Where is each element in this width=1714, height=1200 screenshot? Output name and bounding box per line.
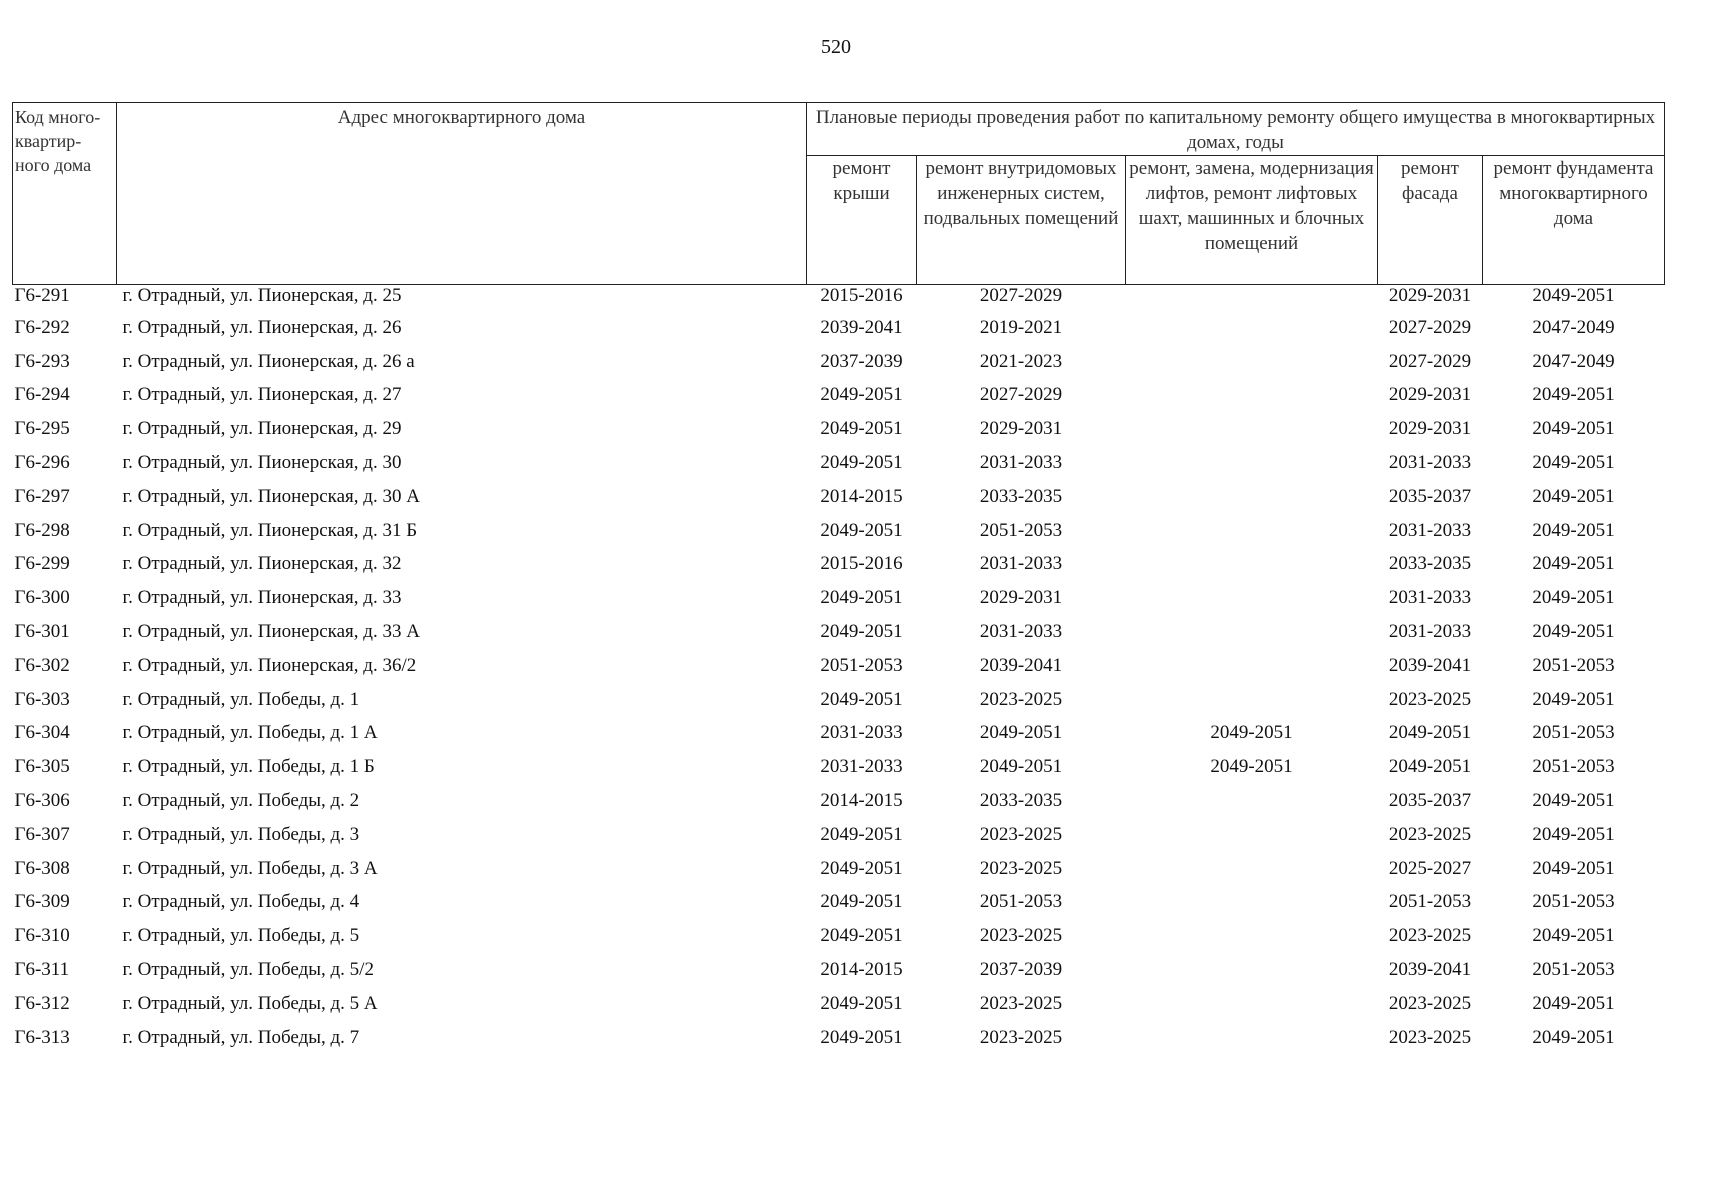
table-row <box>13 919 1665 953</box>
cell-elevators <box>1126 852 1378 886</box>
cell-roof: 2039-2041 <box>820 316 903 338</box>
cell-roof: 2049-2051 <box>820 823 903 845</box>
cell-code: Г6-300 <box>14 587 70 609</box>
table-row <box>13 784 1665 818</box>
table-row <box>13 615 1665 649</box>
cell-engineering: 2033-2035 <box>979 485 1063 507</box>
cell-engineering: 2031-2033 <box>979 621 1063 643</box>
table-header <box>13 103 1665 285</box>
cell-address: г. Отрадный, ул. Победы, д. 1 <box>122 688 360 710</box>
cell-code: Г6-301 <box>14 621 70 643</box>
cell-elevators <box>1126 649 1378 683</box>
cell-roof: 2031-2033 <box>820 756 903 778</box>
cell-roof: 2049-2051 <box>820 925 903 947</box>
cell-facade: 2031-2033 <box>1388 621 1472 643</box>
cell-engineering: 2029-2031 <box>979 587 1063 609</box>
cell-code: Г6-302 <box>14 654 70 676</box>
cell-facade: 2031-2033 <box>1388 587 1472 609</box>
table-row <box>13 818 1665 852</box>
table-row <box>13 953 1665 987</box>
cell-address: г. Отрадный, ул. Победы, д. 1 А <box>122 722 378 744</box>
cell-engineering: 2023-2025 <box>979 688 1063 710</box>
cell-foundation: 2049-2051 <box>1532 823 1615 845</box>
cell-foundation: 2049-2051 <box>1532 452 1615 474</box>
cell-elevators <box>1126 514 1378 548</box>
cell-roof: 2015-2016 <box>820 553 903 575</box>
table-row <box>13 446 1665 480</box>
cell-roof: 2049-2051 <box>820 891 903 913</box>
cell-roof: 2051-2053 <box>820 654 903 676</box>
table-row <box>13 285 1665 312</box>
cell-roof: 2031-2033 <box>820 722 903 744</box>
table-row <box>13 480 1665 514</box>
cell-code: Г6-307 <box>14 823 70 845</box>
table-row <box>13 852 1665 886</box>
cell-engineering: 2039-2041 <box>979 654 1063 676</box>
cell-elevators <box>1126 446 1378 480</box>
cell-code: Г6-292 <box>14 316 70 338</box>
cell-foundation: 2049-2051 <box>1532 992 1615 1014</box>
cell-code: Г6-295 <box>14 418 70 440</box>
cell-elevators <box>1126 548 1378 582</box>
cell-foundation: 2049-2051 <box>1532 1026 1615 1048</box>
cell-facade: 2029-2031 <box>1388 418 1472 440</box>
cell-code: Г6-298 <box>14 519 70 541</box>
cell-address: г. Отрадный, ул. Победы, д. 7 <box>122 1026 360 1048</box>
cell-foundation: 2051-2053 <box>1532 959 1615 981</box>
cell-elevators <box>1126 379 1378 413</box>
cell-engineering: 2031-2033 <box>979 452 1063 474</box>
cell-roof: 2049-2051 <box>820 418 903 440</box>
cell-engineering: 2033-2035 <box>979 790 1063 812</box>
header-periods: Плановые периоды проведения работ по капитальному ремонту общего имущества в многоквартирных домах, годы <box>807 103 1665 156</box>
cell-engineering: 2051-2053 <box>979 519 1063 541</box>
cell-elevators <box>1126 886 1378 920</box>
table-row <box>13 886 1665 920</box>
cell-code: Г6-305 <box>14 756 70 778</box>
cell-engineering: 2023-2025 <box>979 992 1063 1014</box>
cell-elevators <box>1126 615 1378 649</box>
cell-engineering: 2029-2031 <box>979 418 1063 440</box>
cell-address: г. Отрадный, ул. Пионерская, д. 26 <box>122 316 402 338</box>
cell-engineering: 2019-2021 <box>979 316 1063 338</box>
cell-facade: 2029-2031 <box>1388 384 1472 406</box>
cell-foundation: 2049-2051 <box>1532 485 1615 507</box>
cell-address: г. Отрадный, ул. Победы, д. 5 А <box>122 992 378 1014</box>
cell-roof: 2014-2015 <box>820 485 903 507</box>
cell-code: Г6-311 <box>14 959 70 981</box>
table-row <box>13 514 1665 548</box>
cell-roof: 2037-2039 <box>820 350 903 372</box>
cell-engineering: 2051-2053 <box>979 891 1063 913</box>
cell-address: г. Отрадный, ул. Пионерская, д. 30 А <box>122 485 420 507</box>
cell-elevators <box>1126 953 1378 987</box>
cell-code: Г6-312 <box>14 992 70 1014</box>
cell-address: г. Отрадный, ул. Пионерская, д. 26 а <box>122 350 415 372</box>
cell-roof: 2049-2051 <box>820 519 903 541</box>
cell-roof: 2014-2015 <box>820 790 903 812</box>
cell-engineering: 2021-2023 <box>979 350 1063 372</box>
table-row <box>13 717 1665 751</box>
cell-roof: 2049-2051 <box>820 587 903 609</box>
cell-address: г. Отрадный, ул. Победы, д. 4 <box>122 891 360 913</box>
page-number: 520 <box>821 36 851 58</box>
table-row <box>13 379 1665 413</box>
table-row <box>13 412 1665 446</box>
cell-roof: 2015-2016 <box>820 285 903 306</box>
cell-address: г. Отрадный, ул. Пионерская, д. 36/2 <box>122 654 417 676</box>
cell-engineering: 2023-2025 <box>979 857 1063 879</box>
cell-elevators <box>1126 311 1378 345</box>
cell-code: Г6-310 <box>14 925 70 947</box>
cell-facade: 2023-2025 <box>1388 823 1472 845</box>
cell-engineering: 2031-2033 <box>979 553 1063 575</box>
cell-roof: 2049-2051 <box>820 621 903 643</box>
cell-facade: 2023-2025 <box>1388 925 1472 947</box>
cell-address: г. Отрадный, ул. Победы, д. 5/2 <box>122 959 374 981</box>
cell-foundation: 2049-2051 <box>1532 418 1615 440</box>
cell-facade: 2035-2037 <box>1388 790 1472 812</box>
cell-facade: 2023-2025 <box>1388 1026 1472 1048</box>
cell-roof: 2049-2051 <box>820 384 903 406</box>
cell-roof: 2049-2051 <box>820 452 903 474</box>
cell-elevators <box>1126 412 1378 446</box>
cell-code: Г6-296 <box>14 452 70 474</box>
header-engineering: ремонт внутридомовых инженерных систем, подвальных помещений <box>917 156 1126 285</box>
cell-address: г. Отрадный, ул. Победы, д. 3 А <box>122 857 378 879</box>
cell-code: Г6-297 <box>14 485 70 507</box>
header-foundation: ремонт фундамента многоквартирного дома <box>1483 156 1665 285</box>
cell-roof: 2049-2051 <box>820 992 903 1014</box>
cell-foundation: 2051-2053 <box>1532 756 1615 778</box>
cell-address: г. Отрадный, ул. Победы, д. 3 <box>122 823 360 845</box>
cell-code: Г6-299 <box>14 553 70 575</box>
cell-address: г. Отрадный, ул. Победы, д. 2 <box>122 790 360 812</box>
cell-facade: 2049-2051 <box>1388 756 1472 778</box>
cell-foundation: 2049-2051 <box>1532 790 1615 812</box>
cell-address: г. Отрадный, ул. Пионерская, д. 30 <box>122 452 402 474</box>
cell-roof: 2049-2051 <box>820 688 903 710</box>
table-row <box>13 1021 1665 1055</box>
cell-facade: 2039-2041 <box>1388 654 1472 676</box>
header-facade: ремонт фасада <box>1378 156 1483 285</box>
table-body <box>13 285 1665 1055</box>
cell-facade: 2051-2053 <box>1388 891 1472 913</box>
cell-address: г. Отрадный, ул. Пионерская, д. 32 <box>122 553 402 575</box>
table-row <box>13 345 1665 379</box>
cell-foundation: 2049-2051 <box>1532 857 1615 879</box>
cell-address: г. Отрадный, ул. Победы, д. 5 <box>122 925 360 947</box>
cell-code: Г6-306 <box>14 790 70 812</box>
header-code: Код много-квартир-ного дома <box>13 103 117 285</box>
cell-foundation: 2049-2051 <box>1532 285 1615 306</box>
cell-elevators: 2049-2051 <box>1210 756 1293 778</box>
cell-elevators <box>1126 345 1378 379</box>
cell-foundation: 2047-2049 <box>1532 316 1615 338</box>
table-row <box>13 581 1665 615</box>
cell-code: Г6-309 <box>14 891 70 913</box>
cell-facade: 2027-2029 <box>1388 316 1472 338</box>
cell-roof: 2049-2051 <box>820 1026 903 1048</box>
cell-address: г. Отрадный, ул. Пионерская, д. 31 Б <box>122 519 418 541</box>
cell-elevators <box>1126 784 1378 818</box>
cell-facade: 2035-2037 <box>1388 485 1472 507</box>
cell-elevators <box>1126 480 1378 514</box>
cell-facade: 2049-2051 <box>1388 722 1472 744</box>
cell-engineering: 2023-2025 <box>979 823 1063 845</box>
cell-code: Г6-303 <box>14 688 70 710</box>
table-row <box>13 311 1665 345</box>
cell-code: Г6-291 <box>14 285 70 306</box>
cell-facade: 2039-2041 <box>1388 959 1472 981</box>
cell-foundation: 2047-2049 <box>1532 350 1615 372</box>
cell-elevators <box>1126 818 1378 852</box>
cell-address: г. Отрадный, ул. Победы, д. 1 Б <box>122 756 375 778</box>
cell-engineering: 2049-2051 <box>979 722 1063 744</box>
cell-engineering: 2049-2051 <box>979 756 1063 778</box>
cell-engineering: 2027-2029 <box>979 285 1063 306</box>
table-row <box>13 548 1665 582</box>
table-row <box>13 649 1665 683</box>
cell-engineering: 2027-2029 <box>979 384 1063 406</box>
cell-facade: 2031-2033 <box>1388 452 1472 474</box>
cell-foundation: 2049-2051 <box>1532 621 1615 643</box>
cell-elevators <box>1126 987 1378 1021</box>
cell-address: г. Отрадный, ул. Пионерская, д. 33 <box>122 587 402 609</box>
cell-facade: 2027-2029 <box>1388 350 1472 372</box>
cell-engineering: 2023-2025 <box>979 925 1063 947</box>
cell-elevators <box>1126 683 1378 717</box>
cell-facade: 2023-2025 <box>1388 992 1472 1014</box>
cell-facade: 2031-2033 <box>1388 519 1472 541</box>
capital-repair-table <box>12 102 1665 1055</box>
cell-facade: 2023-2025 <box>1388 688 1472 710</box>
table-row <box>13 750 1665 784</box>
cell-foundation: 2049-2051 <box>1532 587 1615 609</box>
cell-facade: 2033-2035 <box>1388 553 1472 575</box>
cell-foundation: 2051-2053 <box>1532 654 1615 676</box>
cell-elevators <box>1126 581 1378 615</box>
table-row <box>13 683 1665 717</box>
cell-elevators <box>1126 919 1378 953</box>
cell-foundation: 2049-2051 <box>1532 688 1615 710</box>
cell-address: г. Отрадный, ул. Пионерская, д. 33 А <box>122 621 420 643</box>
cell-roof: 2014-2015 <box>820 959 903 981</box>
table-row <box>13 987 1665 1021</box>
cell-roof: 2049-2051 <box>820 857 903 879</box>
cell-elevators: 2049-2051 <box>1210 722 1293 744</box>
header-address: Адрес многоквартирного дома <box>117 103 807 285</box>
cell-foundation: 2049-2051 <box>1532 925 1615 947</box>
cell-code: Г6-308 <box>14 857 70 879</box>
cell-engineering: 2023-2025 <box>979 1026 1063 1048</box>
cell-elevators <box>1126 1021 1378 1055</box>
cell-code: Г6-304 <box>14 722 70 744</box>
cell-foundation: 2049-2051 <box>1532 519 1615 541</box>
cell-facade: 2025-2027 <box>1388 857 1472 879</box>
cell-address: г. Отрадный, ул. Пионерская, д. 25 <box>122 285 402 306</box>
cell-foundation: 2051-2053 <box>1532 722 1615 744</box>
cell-foundation: 2049-2051 <box>1532 553 1615 575</box>
cell-code: Г6-293 <box>14 350 70 372</box>
cell-engineering: 2037-2039 <box>979 959 1063 981</box>
cell-foundation: 2049-2051 <box>1532 384 1615 406</box>
cell-address: г. Отрадный, ул. Пионерская, д. 29 <box>122 418 402 440</box>
cell-code: Г6-313 <box>14 1026 70 1048</box>
cell-elevators <box>1126 285 1378 312</box>
cell-foundation: 2051-2053 <box>1532 891 1615 913</box>
cell-address: г. Отрадный, ул. Пионерская, д. 27 <box>122 384 402 406</box>
cell-facade: 2029-2031 <box>1388 285 1472 306</box>
header-elevators: ремонт, замена, модернизация лифтов, ремонт лифтовых шахт, машинных и блочных помещений <box>1126 156 1378 285</box>
cell-code: Г6-294 <box>14 384 70 406</box>
header-roof: ремонт крыши <box>807 156 917 285</box>
